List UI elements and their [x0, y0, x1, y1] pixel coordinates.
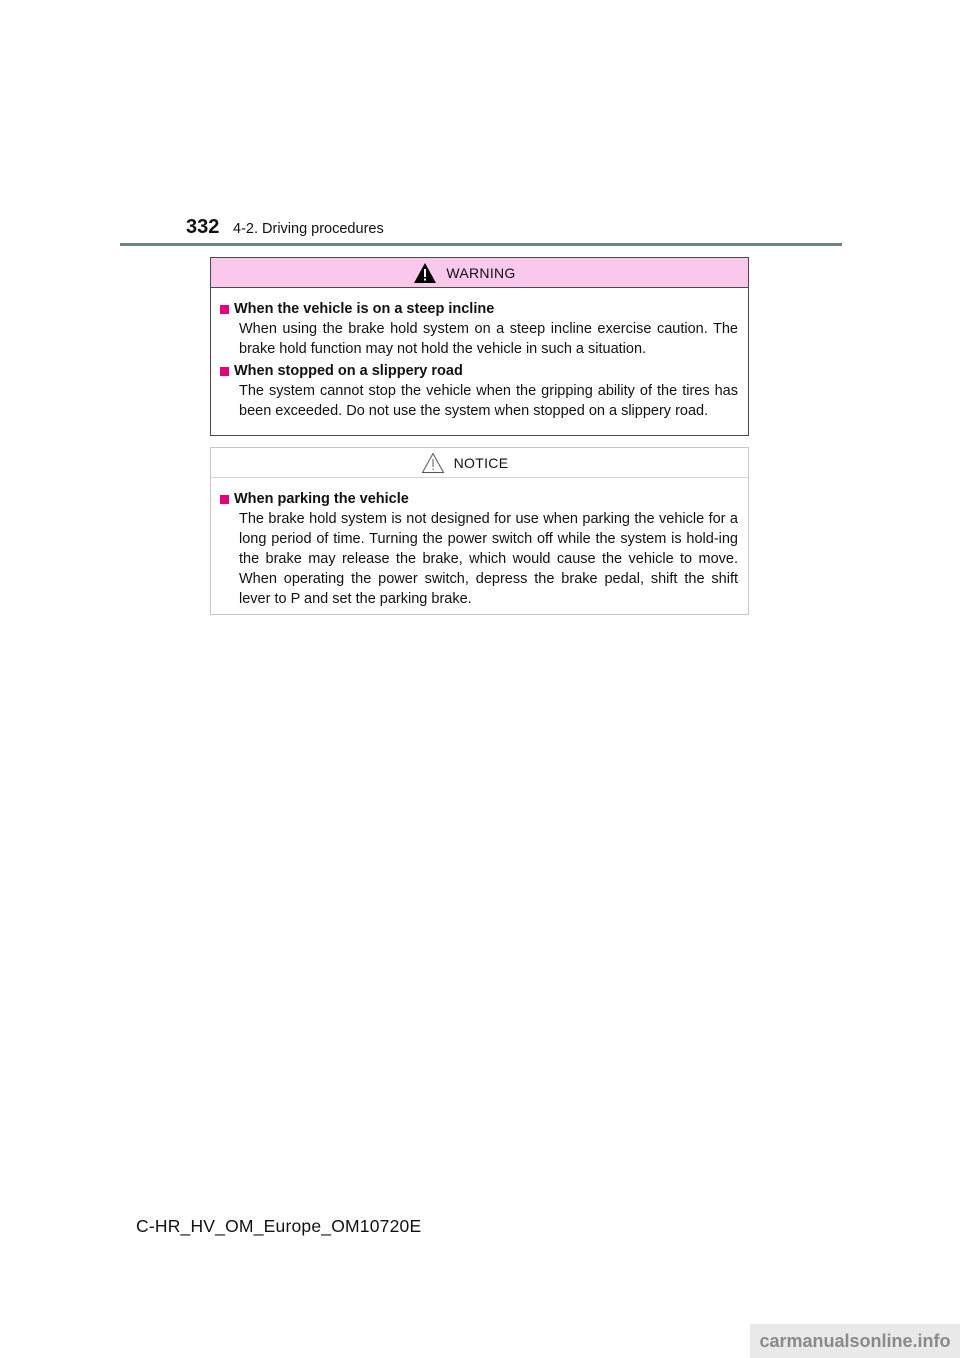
- warning-box: [210, 257, 749, 436]
- warning-item-text: When using the brake hold system on a steep incline exercise caution. The brake hold function may not hold the vehicle in such a situation.: [239, 321, 738, 357]
- watermark-logo: carmanualsonline.info: [750, 1324, 960, 1358]
- warning-item-title: When stopped on a slippery road: [234, 363, 463, 379]
- document-id: C-HR_HV_OM_Europe_OM10720E: [136, 1216, 422, 1236]
- warning-item: [220, 361, 738, 421]
- caution-outline-triangle-icon: [421, 452, 445, 474]
- bullet-square-icon: [220, 495, 229, 504]
- warning-header: [211, 258, 748, 288]
- warning-body: [211, 288, 748, 421]
- notice-header: [211, 448, 748, 478]
- notice-box: [210, 447, 749, 615]
- warning-label: WARNING: [446, 264, 516, 281]
- notice-item-text: The brake hold system is not designed for use when parking the vehicle for a long period of time. Turning the power switch off while the system is hold-ing the brake may release the brake, which would cause the vehicle to move. When operating the power switch, depress the brake pedal, shift the shift lever to P and set the parking brake.: [239, 511, 738, 607]
- notice-body: [211, 478, 748, 609]
- header-divider: [120, 243, 842, 246]
- notice-label: NOTICE: [453, 454, 509, 471]
- page-number: 332: [186, 216, 220, 238]
- notice-item: [220, 489, 738, 609]
- warning-item-text: The system cannot stop the vehicle when the gripping ability of the tires has been exceeded. Do not use the system when stopped on a slippery road.: [239, 383, 738, 419]
- bullet-square-icon: [220, 305, 229, 314]
- section-title: 4-2. Driving procedures: [233, 221, 384, 237]
- warning-item-title: When the vehicle is on a steep incline: [234, 301, 495, 317]
- notice-item-title: When parking the vehicle: [234, 491, 409, 507]
- bullet-square-icon: [220, 367, 229, 376]
- warning-triangle-icon: [413, 262, 437, 284]
- warning-item: [220, 299, 738, 359]
